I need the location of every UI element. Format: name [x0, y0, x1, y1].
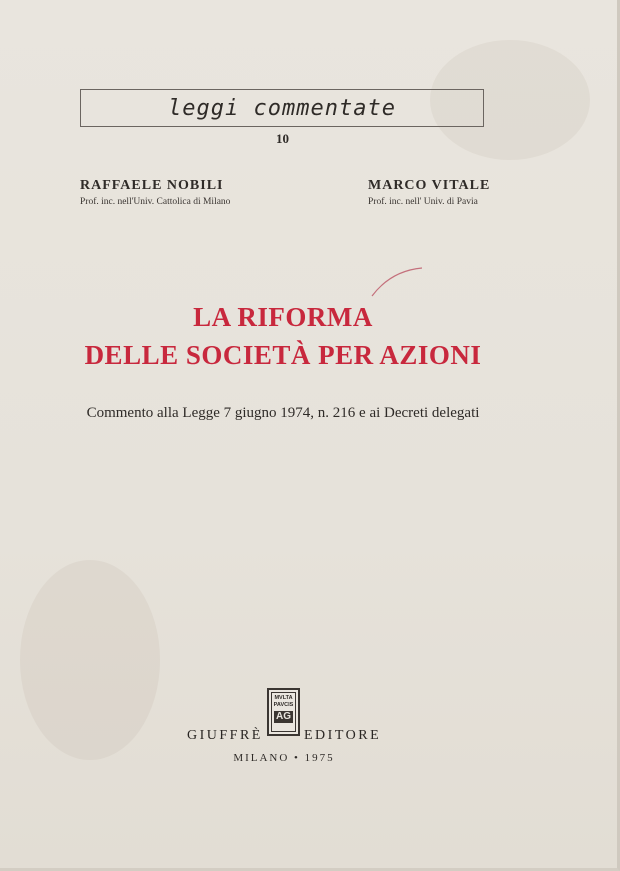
subtitle: Commento alla Legge 7 giugno 1974, n. 216 e ai Decreti delegati	[86, 405, 480, 421]
publication-place-year: MILANO • 1975	[233, 752, 335, 764]
pencil-mark	[370, 262, 430, 302]
author-left	[80, 178, 230, 207]
logo-frame	[271, 692, 296, 732]
author-affiliation: Prof. inc. nell' Univ. di Pavia	[368, 197, 478, 207]
author-right	[368, 178, 490, 207]
series-title: leggi commentate	[168, 95, 396, 121]
publisher-name: GIUFFRÈ	[187, 728, 263, 743]
paper-stain	[20, 560, 160, 760]
series-number: 10	[276, 131, 289, 146]
main-title-line: LA RIFORMA	[193, 302, 373, 332]
author-name: RAFFAELE NOBILI	[80, 178, 224, 193]
main-title-line: DELLE SOCIETÀ PER AZIONI	[84, 340, 482, 370]
author-name: MARCO VITALE	[368, 178, 491, 193]
series-box	[80, 89, 484, 127]
author-affiliation: Prof. inc. nell'Univ. Cattolica di Milano	[80, 197, 231, 207]
logo-monogram: AG	[276, 711, 291, 722]
logo-text: MVLTA	[274, 695, 293, 701]
publisher-word: EDITORE	[304, 728, 382, 743]
main-title	[0, 298, 566, 374]
logo-text: PAVCIS	[273, 702, 294, 708]
publisher-logo	[267, 688, 300, 736]
